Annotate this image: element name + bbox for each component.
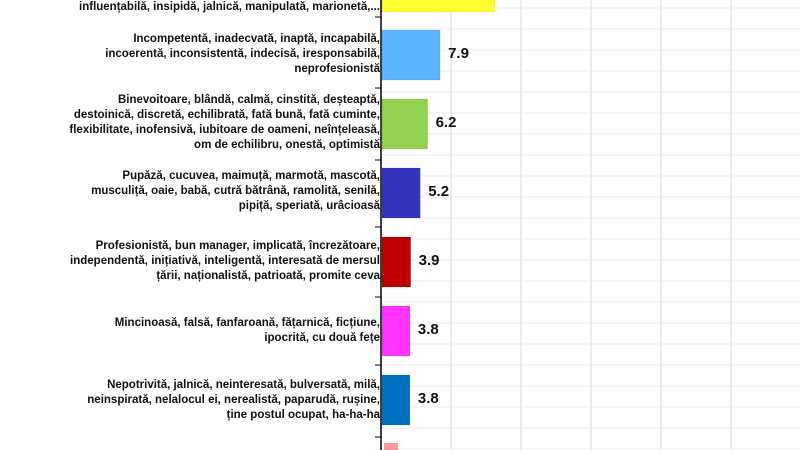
category-label-line: țării, naționalistă, patrioată, promite ceva [156,270,380,282]
bar-1 [382,30,440,80]
category-label-2 [4,93,380,153]
category-label-line: ține postul ocupat, ha-ha-ha [226,409,380,421]
category-label-line: om de echilibru, onestă, optimistă [194,139,380,151]
value-label-2: 6.2 [435,114,457,131]
category-label-line: Pupăză, cucuvea, maimuță, marmotă, mascotă, [122,170,380,182]
bar-4 [382,237,411,287]
value-label-4: 3.9 [418,252,440,269]
category-label-line: musculiță, oaie, babă, cutră bătrână, ramolită, senilă, [91,185,380,197]
category-label-line: Profesionistă, bun manager, implicată, încrezătoare, [95,240,380,252]
category-label-line: Incompetentă, inadecvată, inaptă, incapabilă, [133,33,380,45]
category-label-line: Binevoitoare, blândă, calmă, cinstită, deșteaptă, [117,94,380,106]
category-label-line: neinspirată, nelalocul ei, nerealistă, paparudă, rușine, [87,394,380,406]
category-label-line: flexibilitate, inofensivă, iubitoare de oameni, neînțeleasă, [69,124,380,136]
category-label-5 [4,316,380,346]
category-label-line: neprofesionistă [294,63,380,75]
bar-0 [382,0,495,12]
bar-6 [382,375,410,425]
bar-5 [382,306,410,356]
bar-2 [382,99,428,149]
category-label-0 [4,0,380,15]
category-label-3 [4,169,380,214]
category-label-line: incoerentă, inconsistentă, indecisă, iresponsabilă, [105,48,380,60]
category-label-line: influențabilă, insipidă, jalnică, manipulată, marionetă,... [79,1,380,13]
value-label-5: 3.8 [417,321,439,338]
category-label-line: destoinică, discretă, echilibrată, fată bună, fată cuminte, [73,109,380,121]
category-label-line: pipiță, speriată, urâcioasă [238,200,380,212]
category-label-1 [4,32,380,77]
value-label-6: 3.8 [417,390,439,407]
category-label-4 [4,239,380,284]
category-label-line: ipocrită, cu două fețe [264,332,380,344]
value-label-3: 5.2 [428,183,450,200]
category-label-line: independentă, inițiativă, inteligentă, interesată de mersul [70,255,380,267]
category-label-line: Mincinoasă, falsă, fanfaroană, fățarnică, ficțiune, [114,317,380,329]
category-label-6 [4,378,380,423]
category-label-line: Nepotrivită, jalnică, neinteresată, bulversată, milă, [107,379,380,391]
bar-partial-bottom [384,443,398,450]
bar-3 [382,168,420,218]
value-label-1: 7.9 [448,45,469,62]
